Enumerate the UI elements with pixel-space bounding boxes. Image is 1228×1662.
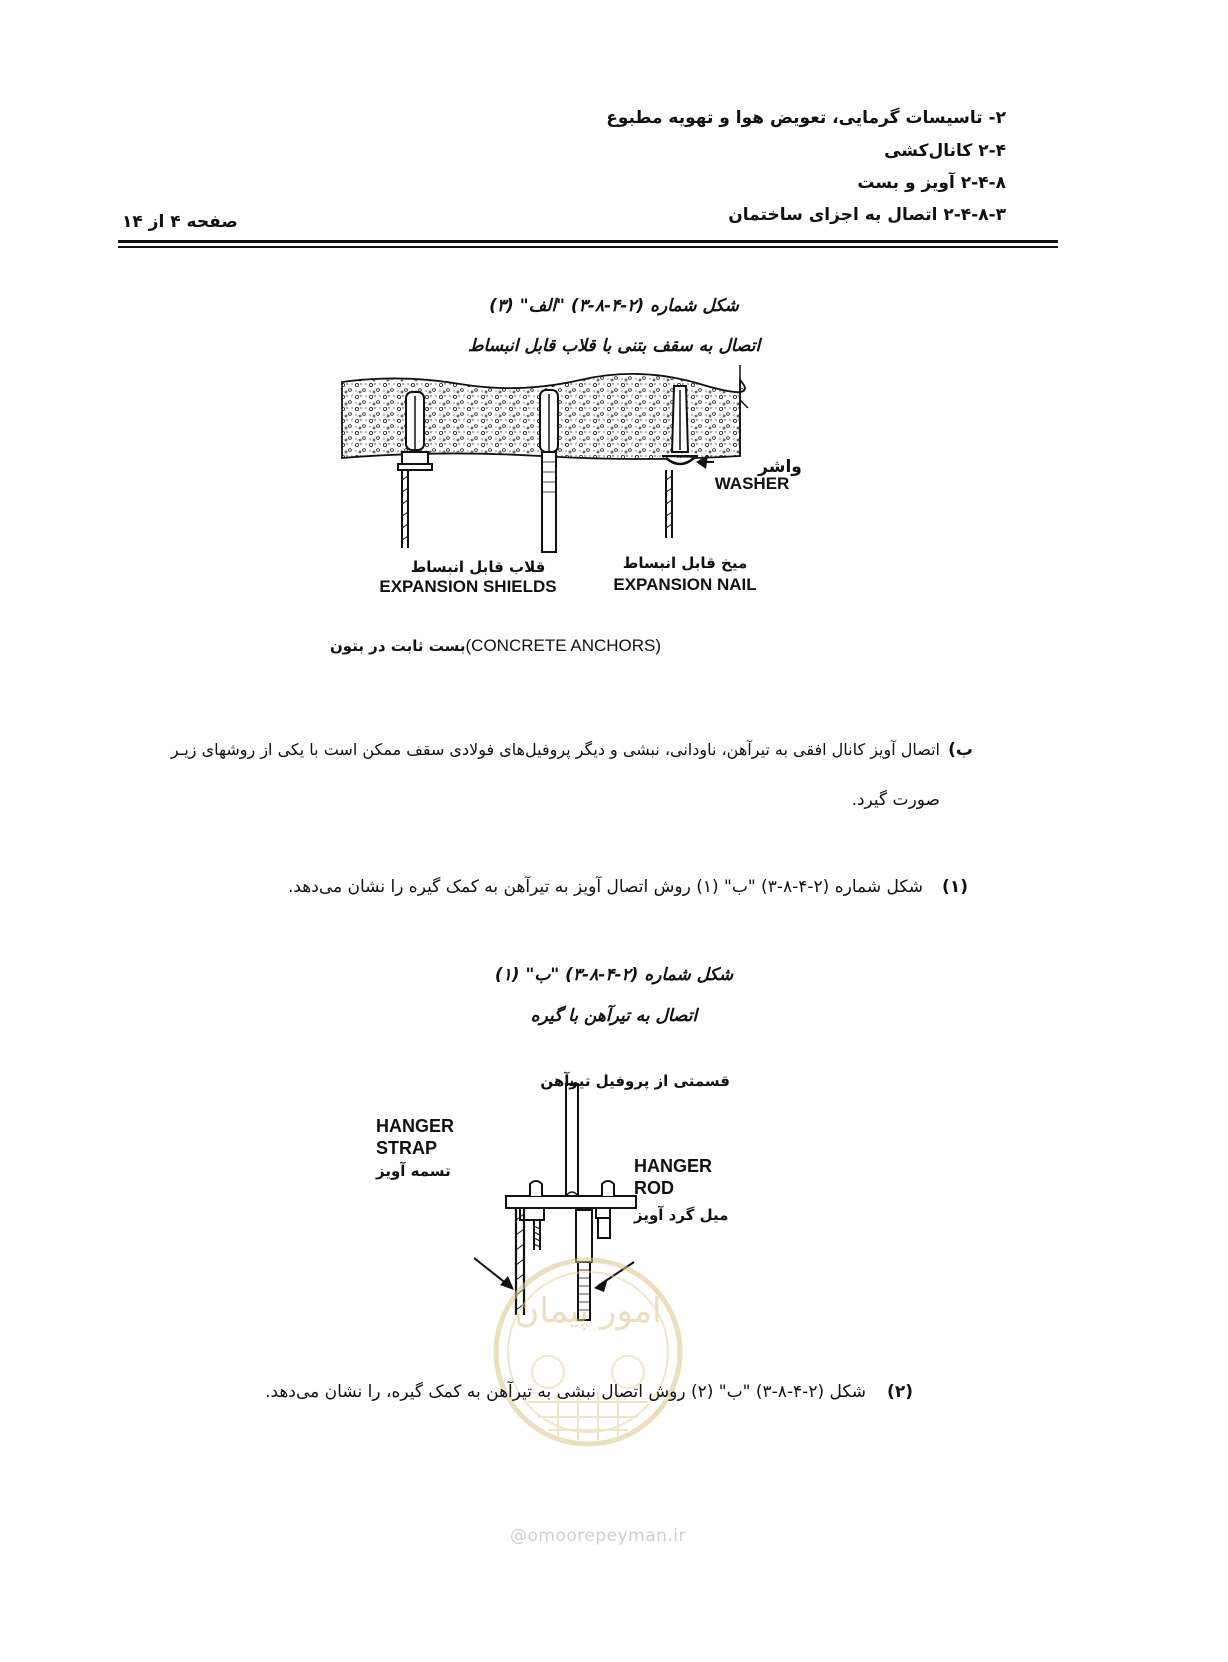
figure1-title: شکل شماره (۲-۴-۸-۳) "الف" (۳) xyxy=(489,296,739,316)
para-b-line2: صورت گیرد. xyxy=(851,790,940,810)
item2-marker: (۲) xyxy=(887,1382,913,1402)
concrete-anchors-figure xyxy=(340,370,840,670)
para-b-marker: ب) xyxy=(948,740,973,760)
item1-text: شکل شماره (۲-۴-۸-۳) "ب" (۱) روش اتصال آویز به تیرآهن به کمک گیره را نشان می‌دهد. xyxy=(287,877,923,897)
label-nail-fa: میخ قابل انبساط xyxy=(622,554,748,572)
item2-text: شکل (۲-۴-۸-۳) "ب" (۲) روش اتصال نبشی به تیرآهن به کمک گیره، را نشان می‌دهد. xyxy=(265,1382,866,1402)
label-shields-fa: قلاب قابل انبساط xyxy=(410,558,546,576)
concrete-anchors-caption xyxy=(330,636,661,656)
item1-marker: (۱) xyxy=(942,877,968,897)
header-rule-thin xyxy=(118,246,1058,248)
label-washer-fa: واشر xyxy=(758,457,802,477)
figure2-title: شکل شماره (۲-۴-۸-۳) "ب" (۱) xyxy=(494,965,734,985)
header-topic: ۲-۴-۸-۳ اتصال به اجزای ساختمان xyxy=(728,205,1006,225)
label-beam-fa: قسمتی از پروفیل تیرآهن xyxy=(540,1072,730,1090)
header-section: ۲-۴ کانال‌کشی xyxy=(884,141,1006,161)
label-rod-en-1: HANGER xyxy=(634,1156,713,1176)
figure2-subtitle: اتصال به تیرآهن با گیره xyxy=(530,1006,698,1026)
label-nail-en: EXPANSION NAIL xyxy=(613,575,757,594)
caption-fa: بست ثابت در بتون xyxy=(330,637,466,655)
header-subsection: ۲-۴-۸ آویز و بست xyxy=(857,173,1006,193)
expansion-shield-center xyxy=(540,390,558,552)
label-rod-en-2: ROD xyxy=(634,1178,674,1198)
caption-en: (CONCRETE ANCHORS) xyxy=(465,636,662,655)
watermark-logo-text: امور پیمان xyxy=(514,1291,662,1331)
page-number: صفحه ۴ از ۱۴ xyxy=(122,212,238,232)
label-strap-en-1: HANGER xyxy=(376,1116,455,1136)
para-b-line1: اتصال آویز کانال افقی به تیرآهن، ناودانی، نبشی و دیگر پروفیل‌های فولادی سقف ممکن است با یکی از روشهای زیـر xyxy=(170,740,940,759)
beam-profile xyxy=(506,1080,636,1208)
label-shields-en: EXPANSION SHIELDS xyxy=(379,577,557,596)
label-rod-fa: میل گرد آویز xyxy=(634,1206,729,1224)
header-rule xyxy=(118,240,1058,243)
label-strap-en-2: STRAP xyxy=(376,1138,438,1158)
figure1-subtitle: اتصال به سقف بتنی با قلاب قابل انبساط xyxy=(467,336,761,356)
label-washer-en: WASHER xyxy=(714,474,790,493)
watermark-logo xyxy=(488,1252,688,1452)
header-chapter: ۲- تاسیسات گرمایی، تعویض هوا و تهویه مطبوع xyxy=(606,108,1006,128)
watermark-site: @omoorepeyman.ir xyxy=(510,1526,687,1546)
label-strap-fa: تسمه آویز xyxy=(376,1162,451,1180)
